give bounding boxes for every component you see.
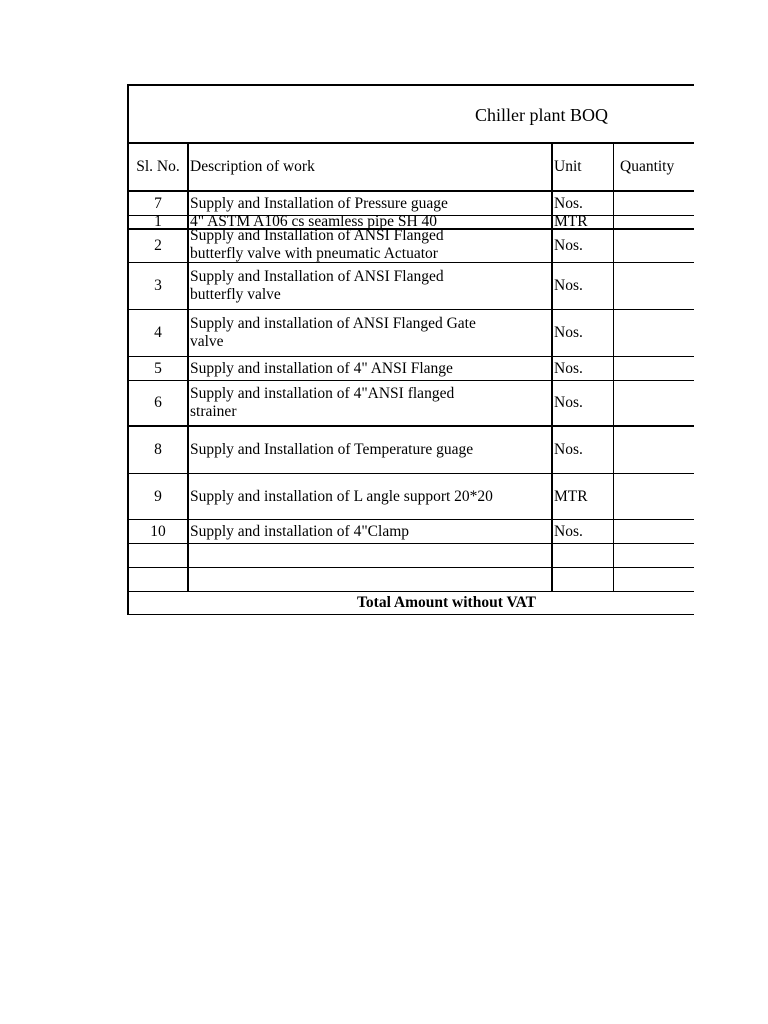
title-row	[129, 86, 694, 144]
sl-no-cell: 7	[129, 192, 189, 215]
description-cell: Supply and Installation of Temperature guage	[189, 427, 553, 473]
unit-cell: Nos.	[553, 192, 614, 215]
header-row	[129, 144, 694, 192]
table-row	[129, 192, 694, 216]
description-cell: Supply and installation of 4" ANSI Flange	[189, 357, 553, 380]
header-quantity: Quantity	[620, 158, 675, 175]
unit-cell: Nos.	[553, 427, 614, 473]
unit-cell: MTR	[553, 216, 614, 228]
header-description: Description of work	[189, 144, 553, 190]
description-cell	[189, 544, 553, 567]
quantity-cell	[614, 474, 694, 519]
quantity-cell	[614, 192, 694, 215]
quantity-cell	[614, 357, 694, 380]
quantity-cell	[614, 568, 694, 591]
quantity-cell	[614, 230, 694, 262]
unit-cell: Nos.	[553, 357, 614, 380]
table-row	[129, 544, 694, 568]
unit-cell	[553, 544, 614, 567]
table-row	[129, 427, 694, 474]
quantity-cell	[614, 263, 694, 309]
unit-cell: MTR	[553, 474, 614, 519]
table-row	[129, 310, 694, 357]
total-row	[129, 592, 694, 615]
quantity-cell	[614, 520, 694, 543]
description-cell: Supply and installation of 4"Clamp	[189, 520, 553, 543]
quantity-cell	[614, 216, 694, 228]
sl-no-cell: 1	[129, 216, 189, 228]
sl-no-cell	[129, 544, 189, 567]
unit-cell: Nos.	[553, 263, 614, 309]
sl-no-cell: 2	[129, 230, 189, 262]
table-row	[129, 474, 694, 520]
table-row	[129, 263, 694, 310]
description-cell: Supply and Installation of Pressure guage	[189, 192, 553, 215]
description-cell: Supply and installation of L angle support 20*20	[189, 474, 553, 519]
header-sl-no: Sl. No.	[129, 144, 189, 190]
description-cell: 4" ASTM A106 cs seamless pipe SH 40	[189, 216, 553, 228]
total-label: Total Amount without VAT	[357, 594, 537, 611]
description-cell: Supply and installation of ANSI Flanged Gate valve	[189, 310, 553, 356]
quantity-cell	[614, 310, 694, 356]
sl-no-cell: 9	[129, 474, 189, 519]
table-row	[129, 568, 694, 592]
sl-no-cell: 5	[129, 357, 189, 380]
sl-no-cell: 4	[129, 310, 189, 356]
unit-cell: Nos.	[553, 381, 614, 425]
table-title: Chiller plant BOQ	[475, 105, 608, 125]
sl-no-cell: 10	[129, 520, 189, 543]
unit-cell: Nos.	[553, 230, 614, 262]
table-row	[129, 520, 694, 544]
quantity-cell	[614, 381, 694, 425]
quantity-cell	[614, 544, 694, 567]
sl-no-cell	[129, 568, 189, 591]
header-unit: Unit	[553, 144, 614, 190]
quantity-cell	[614, 427, 694, 473]
table-row	[129, 357, 694, 381]
description-cell: Supply and Installation of ANSI Flanged butterfly valve with pneumatic Actuator	[189, 230, 553, 262]
description-cell: Supply and Installation of ANSI Flanged butterfly valve	[189, 263, 553, 309]
unit-cell: Nos.	[553, 520, 614, 543]
sl-no-cell: 3	[129, 263, 189, 309]
sl-no-cell: 6	[129, 381, 189, 425]
unit-cell	[553, 568, 614, 591]
sl-no-cell: 8	[129, 427, 189, 473]
table-row	[129, 230, 694, 263]
unit-cell: Nos.	[553, 310, 614, 356]
table-row	[129, 216, 694, 230]
description-cell	[189, 568, 553, 591]
boq-table	[127, 84, 694, 615]
description-cell: Supply and installation of 4"ANSI flanged strainer	[189, 381, 553, 425]
table-row	[129, 381, 694, 427]
